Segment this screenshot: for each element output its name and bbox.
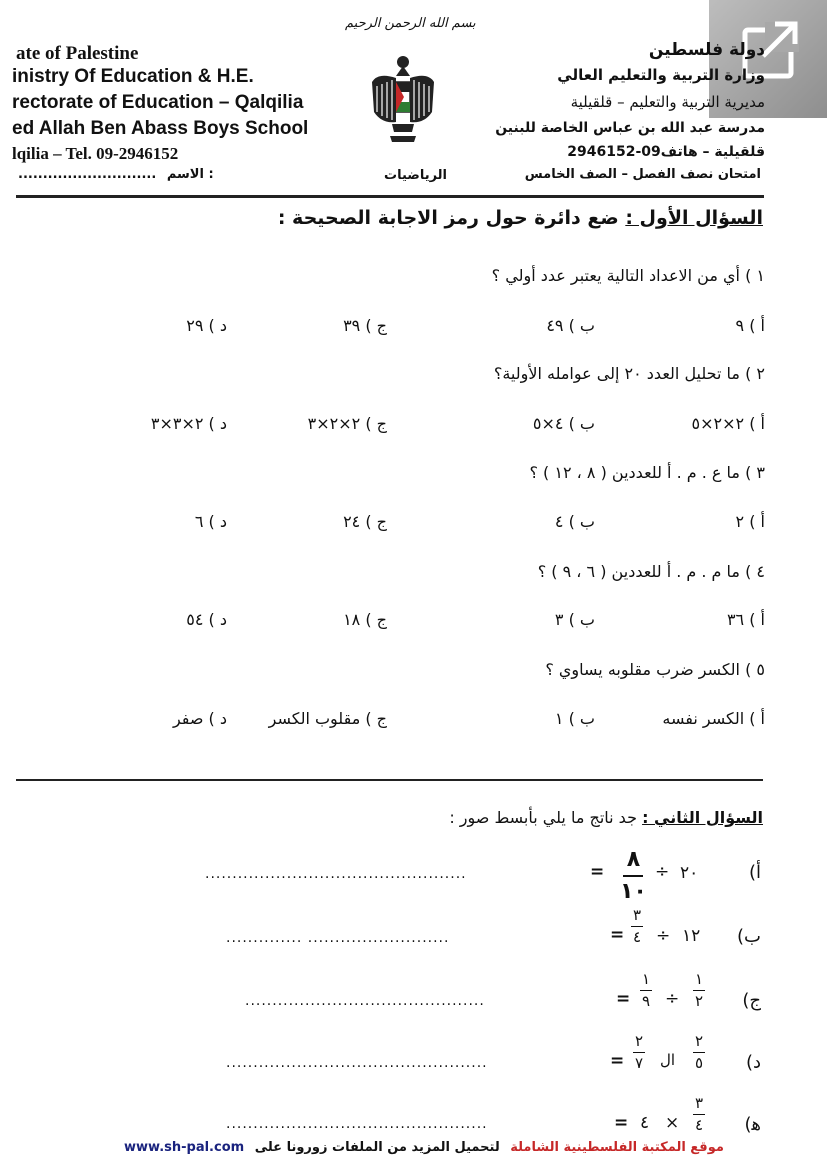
q2-row-b-den: ٤: [632, 928, 642, 947]
q1-item-4-option-c[interactable]: ج ) ١٨: [343, 610, 387, 629]
header-en-line-1: ate of Palestine: [16, 43, 139, 64]
q1-item-5-option-c[interactable]: ج ) مقلوب الكسر: [268, 709, 387, 728]
basmala: بسم الله الرحمن الرحيم: [345, 16, 476, 31]
q2-row-a-label: أ): [748, 862, 761, 883]
q2-row-a-whole: ٢٠: [680, 863, 699, 883]
q2-row-b-whole: ١٢: [682, 926, 701, 946]
palestine-eagle-emblem-icon: [368, 52, 438, 150]
q1-item-1-option-b[interactable]: ب ) ٤٩: [546, 316, 595, 335]
header-divider: [16, 195, 764, 198]
q2-row-e-whole: ٤: [640, 1113, 650, 1133]
q2-row-c-den-2: ٩: [641, 992, 651, 1011]
q1-item-3-option-b[interactable]: ب ) ٤: [554, 512, 595, 531]
header-en-line-2: inistry Of Education & H.E.: [12, 66, 254, 87]
q2-row-c-num-2: ١: [641, 970, 651, 988]
q2-row-e-answer-dots[interactable]: ................................................: [226, 1116, 488, 1132]
name-line: [18, 167, 214, 182]
q2-row-b-num: ٣: [632, 906, 642, 924]
q2-row-e-label: ﻫ): [744, 1114, 761, 1135]
q2-row-d-equals: =: [610, 1051, 625, 1071]
q1-item-5-option-b[interactable]: ب ) ١: [554, 709, 595, 728]
q2-row-c-den-1: ٢: [694, 992, 704, 1011]
q2-row-c-op: ÷: [665, 989, 680, 1009]
q2-row-c-label: ج): [742, 990, 761, 1011]
q2-row-a-equals: =: [590, 862, 605, 882]
q2-row-d-fraction-2: [633, 1032, 645, 1073]
q1-item-1-option-c[interactable]: ج ) ٣٩: [343, 316, 387, 335]
q2-row-a-fraction: [620, 846, 647, 905]
q2-row-c-equals: =: [616, 989, 631, 1009]
q2-row-c-fraction-1: [693, 970, 705, 1011]
q1-item-1-stem: ١ ) أي من الاعداد التالية يعتبر عدد أولي ؟: [491, 266, 765, 285]
q2-row-b-op: ÷: [656, 926, 671, 946]
q2-row-d-fraction-1: [693, 1032, 705, 1073]
exam-title: امتحان نصف الفصل – الصف الخامس: [524, 167, 761, 182]
q2-row-c-answer-dots[interactable]: ............................................: [245, 993, 485, 1009]
q2-row-b-answer-dots[interactable]: .............. ..........................: [226, 930, 450, 946]
q2-row-c-fraction-2: [640, 970, 652, 1011]
q1-item-5-option-d[interactable]: د ) صفر: [172, 709, 227, 728]
header-ar-line-4: مدرسة عبد الله بن عباس الخاصة للبنين: [495, 120, 765, 136]
header-en-line-5: lqilia – Tel. 09-2946152: [12, 144, 179, 163]
header-en-line-4: ed Allah Ben Abass Boys School: [12, 118, 309, 139]
q1-item-2-option-d[interactable]: د ) ٢×٣×٣: [150, 414, 227, 433]
q1-instruction: ضع دائرة حول رمز الاجابة الصحيحة :: [277, 207, 619, 229]
q2-row-b-equals: =: [610, 925, 625, 945]
section-divider: [16, 779, 763, 781]
q2-row-e-den: ٤: [694, 1116, 704, 1135]
q2-row-d-answer-dots[interactable]: ................................................: [226, 1055, 488, 1071]
footer-url[interactable]: www.sh-pal.com: [124, 1140, 245, 1155]
q1-item-4-option-a[interactable]: أ ) ٣٦: [726, 610, 765, 629]
footer-site-name: موقع المكتبة الفلسطينية الشاملة: [510, 1140, 724, 1155]
q2-instruction: جد ناتج ما يلي بأبسط صور :: [449, 808, 637, 827]
q2-row-d-den-2: ٧: [634, 1054, 644, 1073]
header-ar-line-1: دولة فلسطين: [648, 40, 765, 60]
q1-item-3-option-d[interactable]: د ) ٦: [194, 512, 227, 531]
q2-row-e-op: ×: [665, 1113, 680, 1133]
q2-title: السؤال الثاني :: [642, 808, 763, 827]
q2-row-a-den: ١٠: [620, 878, 647, 904]
q2-row-b-fraction: [631, 906, 643, 947]
q2-row-d-op: ال: [660, 1051, 676, 1069]
q2-row-e-num: ٣: [694, 1094, 704, 1112]
q2-row-d-num-2: ٢: [634, 1032, 644, 1050]
q2-row-d-num-1: ٢: [694, 1032, 704, 1050]
q1-item-1-option-a[interactable]: أ ) ٩: [735, 316, 765, 335]
q1-item-4-option-d[interactable]: د ) ٥٤: [186, 610, 227, 629]
header-ar-line-2: وزارة التربية والتعليم العالي: [557, 66, 765, 84]
q2-row-b-label: ب): [737, 926, 761, 947]
q1-item-5-stem: ٥ ) الكسر ضرب مقلوبه يساوي ؟: [545, 660, 765, 679]
q2-row-d-label: د): [745, 1052, 761, 1073]
footer-prefix: لتحميل المزيد من الملفات زورونا على: [254, 1140, 500, 1155]
q1-item-3-option-a[interactable]: أ ) ٢: [735, 512, 765, 531]
q1-heading: [278, 207, 763, 229]
q1-item-4-option-b[interactable]: ب ) ٣: [554, 610, 595, 629]
q2-heading: [449, 808, 763, 827]
q2-row-a-answer-dots[interactable]: ................................................: [205, 866, 467, 882]
q2-row-a-op: ÷: [655, 862, 670, 882]
q1-item-2-option-c[interactable]: ج ) ٢×٢×٣: [307, 414, 387, 433]
q2-row-d-den-1: ٥: [694, 1054, 704, 1073]
header-ar-line-5: قلقيلية – هاتف09-2946152: [567, 144, 765, 160]
header-en-line-3: rectorate of Education – Qalqilia: [12, 92, 304, 113]
q1-item-5-option-a[interactable]: أ ) الكسر نفسه: [662, 709, 765, 728]
q1-item-2-stem: ٢ ) ما تحليل العدد ٢٠ إلى عوامله الأولية؟: [493, 364, 765, 383]
q1-item-2-option-b[interactable]: ب ) ٤×٥: [532, 414, 595, 433]
q2-row-e-equals: =: [614, 1113, 629, 1133]
q2-row-a-num: ٨: [626, 847, 641, 872]
subject-label: الرياضيات: [384, 168, 448, 183]
q2-row-c-num-1: ١: [694, 970, 704, 988]
header-ar-line-3: مديرية التربية والتعليم – قلقيلية: [570, 93, 765, 111]
name-label: الاسم :: [166, 167, 214, 182]
q1-item-2-option-a[interactable]: أ ) ٢×٢×٥: [691, 414, 765, 433]
q1-item-1-option-d[interactable]: د ) ٢٩: [186, 316, 227, 335]
q1-item-3-option-c[interactable]: ج ) ٢٤: [343, 512, 387, 531]
q1-item-4-stem: ٤ ) ما م . م . أ للعددين ( ٦ ، ٩ ) ؟: [537, 562, 765, 581]
q2-row-e-fraction: [693, 1094, 705, 1135]
footer-banner: [124, 1140, 724, 1155]
name-dots: ............................: [18, 167, 157, 182]
q1-title: السؤال الأول :: [625, 207, 763, 229]
q1-item-3-stem: ٣ ) ما ع . م . أ للعددين ( ٨ ، ١٢ ) ؟: [529, 463, 765, 482]
